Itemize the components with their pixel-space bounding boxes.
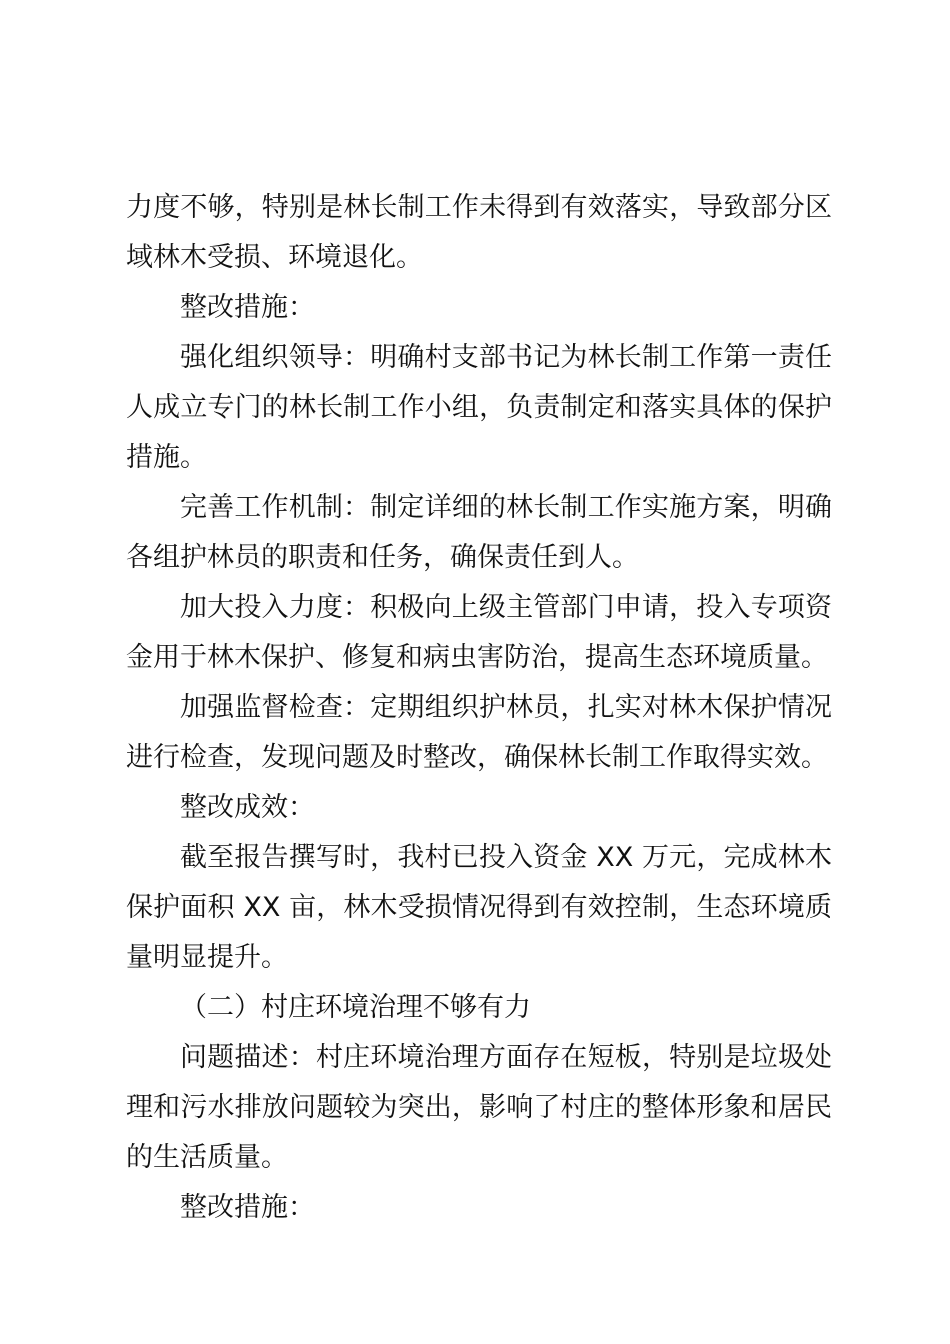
paragraph-results-detail: 截至报告撰写时，我村已投入资金 XX 万元，完成林木保护面积 XX 亩，林木受损情况得到有效控制，生态环境质量明显提升。 bbox=[126, 842, 832, 973]
paragraph-problem-description: 问题描述：村庄环境治理方面存在短板，特别是垃圾处理和污水排放问题较为突出，影响了村庄的整体形象和居民的生活质量。 bbox=[126, 1042, 832, 1173]
paragraph-improve-mechanism: 完善工作机制：制定详细的林长制工作实施方案，明确各组护林员的职责和任务，确保责任到人。 bbox=[126, 492, 832, 573]
paragraph-continuation: 力度不够，特别是林长制工作未得到有效落实，导致部分区域林木受损、环境退化。 bbox=[126, 192, 832, 273]
heading-rectification-measures: 整改措施： bbox=[180, 292, 315, 323]
paragraph-strengthen-leadership: 强化组织领导：明确村支部书记为林长制工作第一责任人成立专门的林长制工作小组，负责制定和落实具体的保护措施。 bbox=[126, 342, 832, 473]
paragraph-strengthen-supervision: 加强监督检查：定期组织护林员，扎实对林木保护情况进行检查，发现问题及时整改，确保林长制工作取得实效。 bbox=[126, 692, 832, 773]
heading-rectification-results: 整改成效： bbox=[180, 792, 315, 823]
paragraph-increase-investment: 加大投入力度：积极向上级主管部门申请，投入专项资金用于林木保护、修复和病虫害防治，提高生态环境质量。 bbox=[126, 592, 832, 673]
heading-rectification-measures-2: 整改措施： bbox=[180, 1192, 315, 1223]
document-body bbox=[126, 183, 832, 1233]
section-heading-village-environment: （二）村庄环境治理不够有力 bbox=[180, 992, 531, 1023]
